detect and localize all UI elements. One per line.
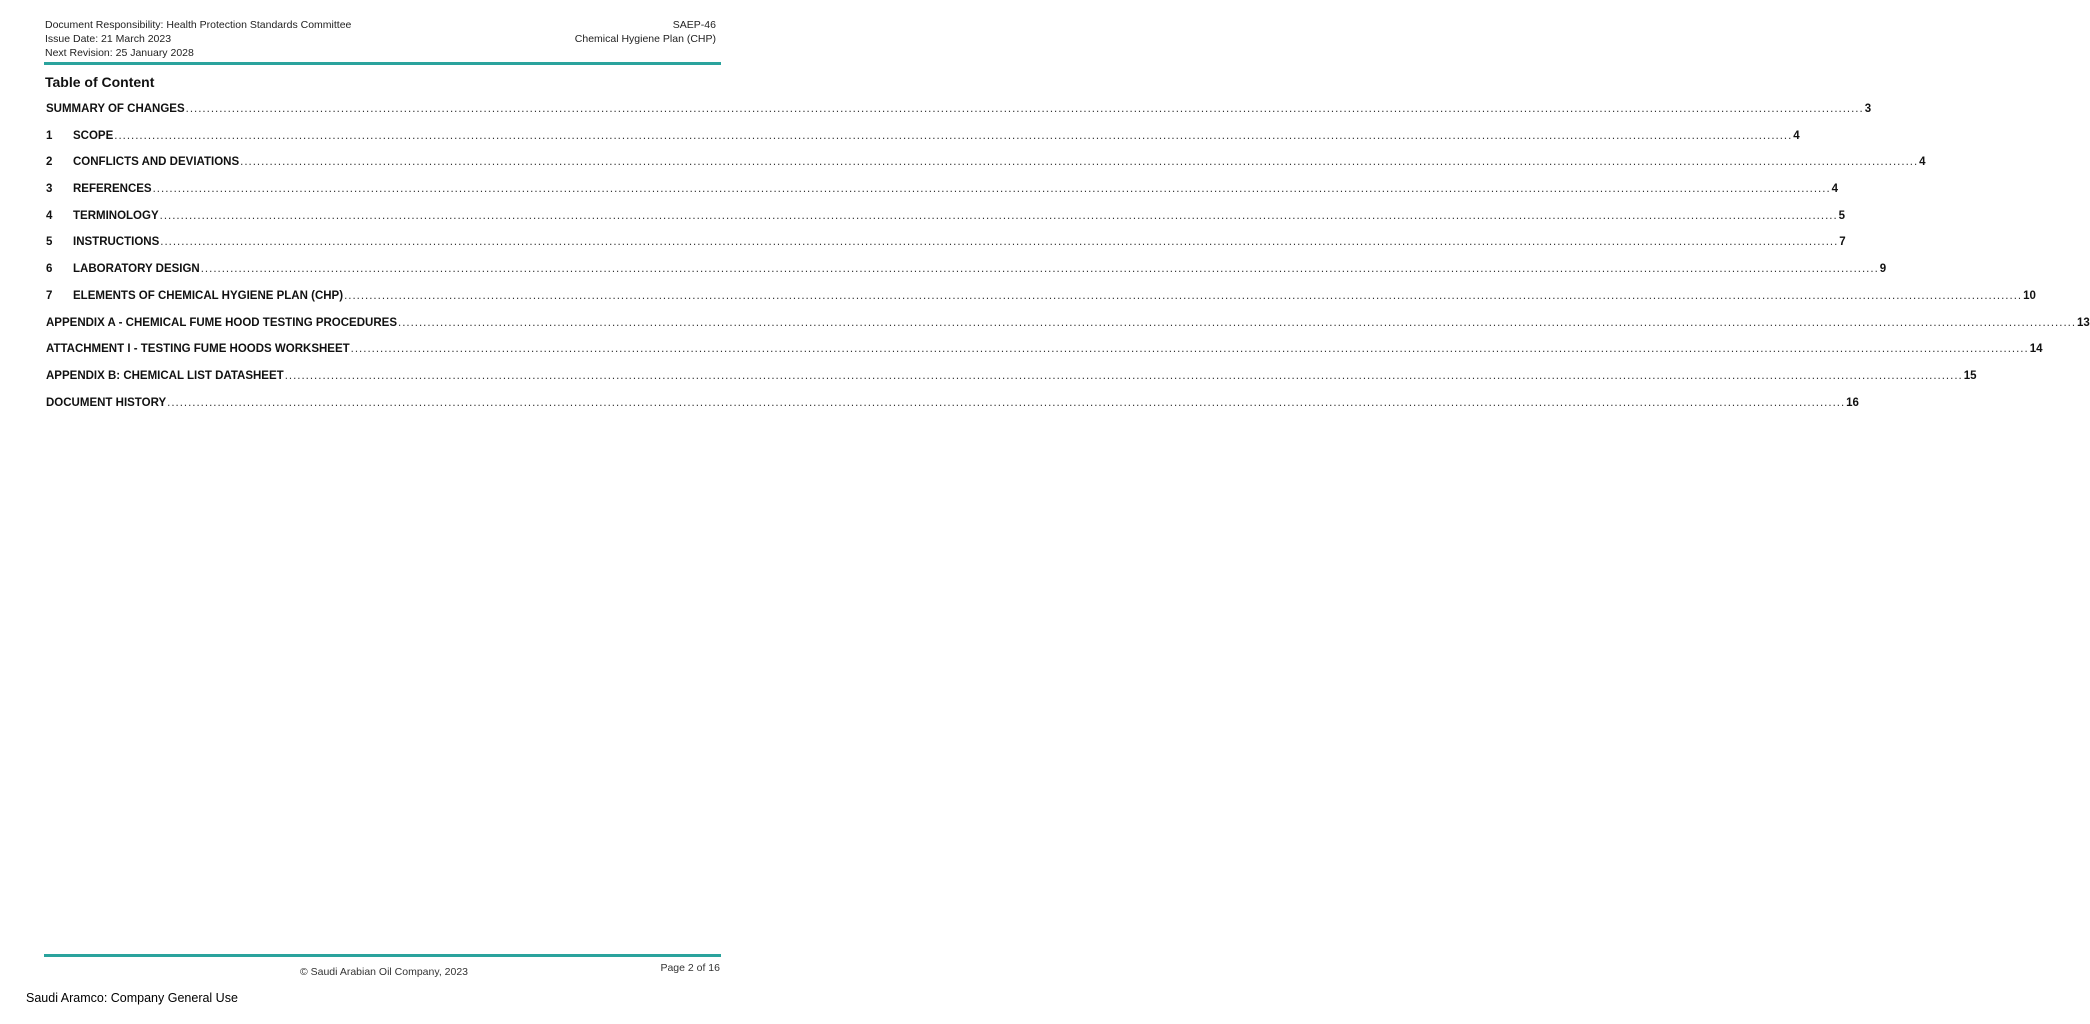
toc-entry-page: 14 [2029, 343, 2043, 356]
toc-entry[interactable] [46, 209, 1846, 237]
toc-entry[interactable] [46, 343, 2043, 370]
toc-entry-page: 4 [1919, 156, 1926, 169]
toc-entry-title: ELEMENTS OF CHEMICAL HYGIENE PLAN (CHP) [73, 289, 344, 302]
toc-entry[interactable] [46, 263, 1887, 290]
toc-entry-page: 4 [1793, 129, 1800, 142]
toc-entry[interactable] [46, 316, 2090, 344]
footer-copyright: © Saudi Arabian Oil Company, 2023 [299, 966, 469, 978]
classification-label: Saudi Aramco: Company General Use [26, 991, 238, 1005]
toc-entry-page: 5 [1838, 209, 1846, 222]
toc-entry-title: APPENDIX B: CHEMICAL LIST DATASHEET [46, 369, 284, 382]
toc-entry-number: 1 [46, 129, 53, 142]
toc-entry[interactable] [46, 103, 1872, 130]
header-divider [44, 62, 721, 65]
toc-entry-number: 7 [46, 289, 53, 302]
footer-divider [44, 954, 721, 957]
toc-entry-title: REFERENCES [73, 183, 152, 196]
toc-entry-title: DOCUMENT HISTORY [46, 396, 167, 409]
toc-entry[interactable] [46, 369, 1977, 397]
toc-entry[interactable] [46, 156, 1926, 183]
toc-dot-leader: ................................................................................................................................................................................................................................................................................................................................................................................................................ [159, 209, 1838, 222]
toc-dot-leader: ................................................................................................................................................................................................................................................................................................................................................................................................................ [344, 289, 2023, 302]
toc-dot-leader: ................................................................................................................................................................................................................................................................................................................................................................................................................ [160, 236, 1839, 249]
toc-entry-title: SCOPE [73, 129, 114, 142]
header-document-id [575, 18, 716, 46]
toc-entry[interactable] [46, 183, 1839, 210]
toc-entry-number: 6 [46, 263, 53, 276]
toc-entry-title: INSTRUCTIONS [73, 236, 160, 249]
toc-entry-number: 2 [46, 156, 53, 169]
footer-page-number: Page 2 of 16 [660, 962, 720, 974]
toc-entry-page: 15 [1963, 369, 1977, 382]
toc-entry-page: 4 [1831, 183, 1839, 196]
toc-entry[interactable] [46, 289, 2036, 317]
toc-entry-number: 3 [46, 183, 53, 196]
header-doc-title: Chemical Hygiene Plan (CHP) [574, 33, 716, 45]
table-of-contents [46, 103, 2090, 423]
toc-entry-title: CONFLICTS AND DEVIATIONS [73, 156, 240, 169]
toc-entry-page: 3 [1864, 103, 1872, 115]
header-next-revision: Next Revision: 25 January 2028 [45, 47, 194, 59]
toc-title: Table of Content [45, 74, 155, 90]
toc-entry-page: 13 [2077, 316, 2090, 329]
toc-dot-leader: ................................................................................................................................................................................................................................................................................................................................................................................................................ [152, 183, 1831, 196]
toc-dot-leader: ................................................................................................................................................................................................................................................................................................................................................................................................................ [284, 369, 1963, 382]
header-document-info [45, 18, 351, 60]
toc-dot-leader: ................................................................................................................................................................................................................................................................................................................................................................................................................ [114, 129, 1793, 142]
toc-dot-leader: ................................................................................................................................................................................................................................................................................................................................................................................................................ [185, 103, 1864, 115]
toc-entry[interactable] [46, 129, 1800, 157]
toc-entry-title: ATTACHMENT I - TESTING FUME HOODS WORKSHEET [46, 343, 350, 356]
toc-entry-page: 10 [2023, 289, 2036, 302]
toc-entry[interactable] [46, 396, 1859, 424]
toc-dot-leader: ................................................................................................................................................................................................................................................................................................................................................................................................................ [350, 343, 2029, 356]
toc-dot-leader: ................................................................................................................................................................................................................................................................................................................................................................................................................ [167, 396, 1846, 409]
toc-entry-number: 5 [46, 236, 53, 249]
header-responsibility: Document Responsibility: Health Protection Standards Committee [45, 19, 352, 31]
header-doc-number: SAEP-46 [672, 19, 716, 31]
toc-entry-number: 4 [46, 209, 53, 222]
toc-entry-title: TERMINOLOGY [73, 209, 159, 222]
toc-dot-leader: ................................................................................................................................................................................................................................................................................................................................................................................................................ [398, 316, 2077, 329]
toc-entry-page: 7 [1839, 236, 1846, 249]
toc-entry-page: 9 [1879, 263, 1887, 276]
toc-entry-title: APPENDIX A - CHEMICAL FUME HOOD TESTING PROCEDURES [46, 316, 397, 329]
toc-entry-page: 16 [1846, 396, 1859, 409]
toc-entry[interactable] [46, 236, 1846, 263]
toc-entry-title: SUMMARY OF CHANGES [46, 103, 185, 115]
toc-entry-title: LABORATORY DESIGN [73, 263, 200, 276]
header-issue-date: Issue Date: 21 March 2023 [45, 33, 172, 45]
toc-dot-leader: ................................................................................................................................................................................................................................................................................................................................................................................................................ [240, 156, 1919, 169]
toc-dot-leader: ................................................................................................................................................................................................................................................................................................................................................................................................................ [200, 263, 1879, 276]
